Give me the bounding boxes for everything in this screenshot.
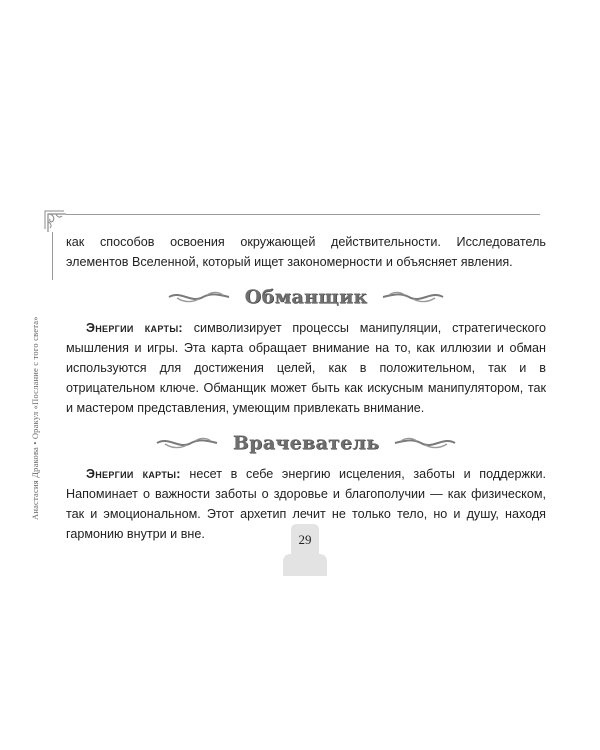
page-content <box>66 232 546 544</box>
section-title: Врачеватель <box>232 432 380 454</box>
energy-label: Энергии карты: <box>86 467 181 481</box>
top-paragraph: как способов освоения окружающей действительности. Исследователь элементов Вселенной, который ищет закономерности и объясняет явления. <box>66 235 546 269</box>
section-text: несет в себе энергию исцеления, заботы и поддержки. Напоминает о важности заботы о здоровье и благополучии — как физическом, так и эмоциональном. Этот архетип лечит не только тело, но и душу, находя гармонию внутри и вне. <box>66 467 546 541</box>
side-border-line <box>52 232 53 280</box>
section-text: символизирует процессы манипуляции, стратегического мышления и игры. Эта карта обращает внимание на то, как иллюзии и обман используются для достижения целей, как в положительном, так и в отрицательном ключе. Обманщик может быть как искусным манипулятором, так и мастером представления, умеющим привлекать внимание. <box>66 321 546 415</box>
section-heading-1 <box>66 280 546 314</box>
section-paragraph <box>66 318 546 418</box>
section-title: Обманщик <box>244 286 368 308</box>
flourish-right-icon <box>393 435 457 451</box>
flourish-right-icon <box>381 289 445 305</box>
flourish-left-icon <box>155 435 219 451</box>
energy-label: Энергии карты: <box>86 321 183 335</box>
section-heading-2 <box>66 426 546 460</box>
page-number: 29 <box>298 532 312 547</box>
top-border-line <box>66 214 540 215</box>
flourish-left-icon <box>167 289 231 305</box>
running-head-vertical: Анастасия Дракова • Оракул «Послание с того света» <box>30 316 40 520</box>
